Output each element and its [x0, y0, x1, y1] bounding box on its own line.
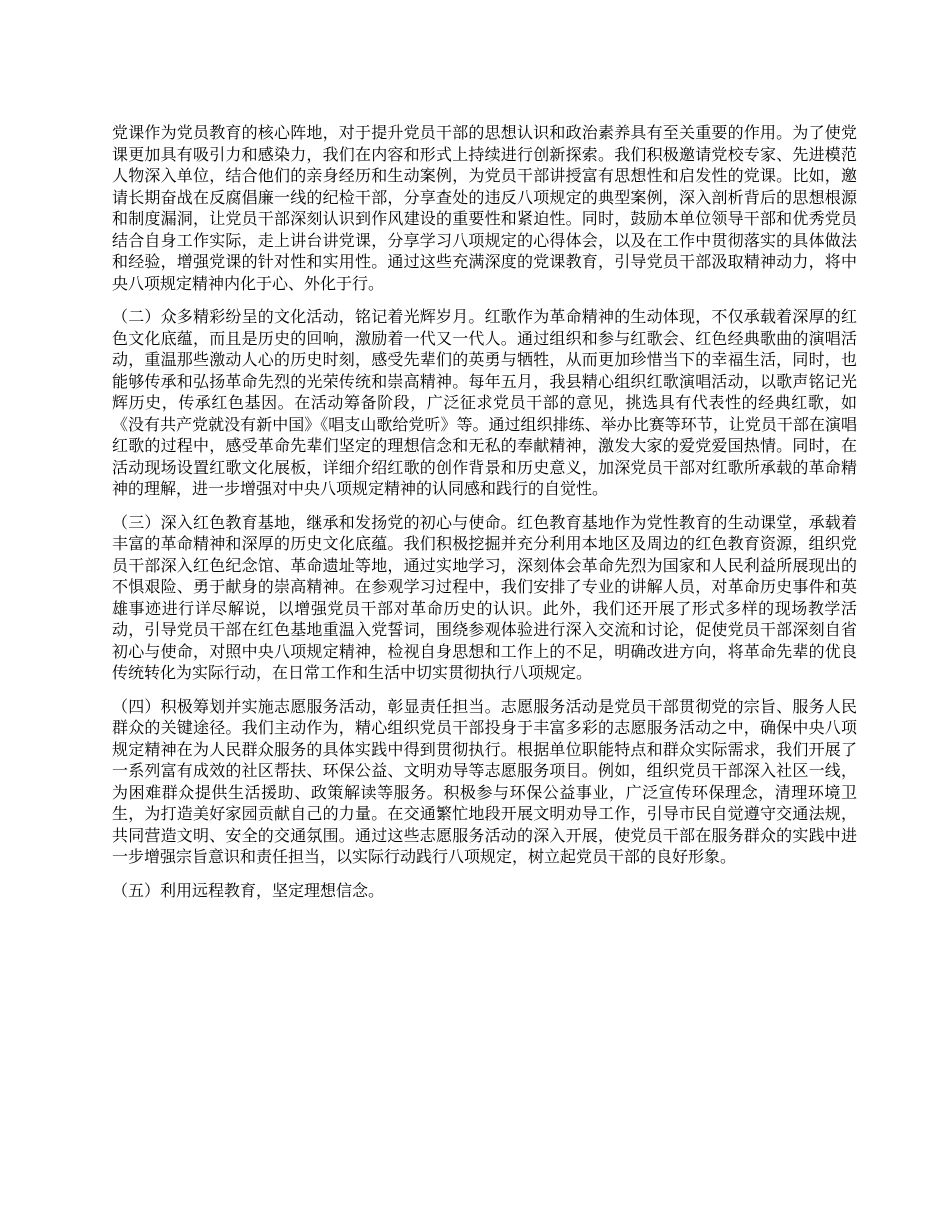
paragraph-remote-education: （五）利用远程教育，坚定理想信念。	[112, 880, 385, 900]
paragraph-red-education-base: （三）深入红色教育基地，继承和发扬党的初心与使命。红色教育基地作为党性教育的生动课堂，承载着丰富的革命精神和深厚的历史文化底蕴。我们积极挖掘并充分利用本地区及周边的红色教育资源，组织党员干部深入红色纪念馆、革命遗址等地，通过实地学习，深刻体会革命先烈为国家和人民利益所展现出的不惧艰险、勇于献身的崇高精神。在参观学习过程中，我们安排了专业的讲解人员，对革命历史事件和英雄事迹进行详尽解说，以增强党员干部对革命历史的认识。此外，我们还开展了形式多样的现场教学活动，引导党员干部在红色基地重温入党誓词，围绕参观体验进行深入交流和讨论，促使党员干部深刻自省初心与使命，对照中央八项规定精神，检视自身思想和工作上的不足，明确改进方向，将革命先辈的优良传统转化为实际行动，在日常工作和生活中切实贯彻执行八项规定。	[112, 512, 857, 682]
document-body	[112, 122, 857, 913]
paragraph-red-songs: （二）众多精彩纷呈的文化活动，铭记着光辉岁月。红歌作为革命精神的生动体现，不仅承载着深厚的红色文化底蕴，而且是历史的回响，激励着一代又一代人。通过组织和参与红歌会、红色经典歌曲的演唱活动，重温那些激动人心的历史时刻，感受先辈们的英勇与牺牲，从而更加珍惜当下的幸福生活，同时，也能够传承和弘扬革命先烈的光荣传统和崇高精神。每年五月，我县精心组织红歌演唱活动，以歌声铭记光辉历史，传承红色基因。在活动筹备阶段，广泛征求党员干部的意见，挑选具有代表性的经典红歌，如《没有共产党就没有新中国》《唱支山歌给党听》等。通过组织排练、举办比赛等环节，让党员干部在演唱红歌的过程中，感受革命先辈们坚定的理想信念和无私的奉献精神，激发大家的爱党爱国热情。同时，在活动现场设置红歌文化展板，详细介绍红歌的创作背景和历史意义，加深党员干部对红歌所承载的革命精神的理解，进一步增强对中央八项规定精神的认同感和践行的自觉性。	[112, 307, 857, 498]
paragraph-volunteer-service: （四）积极筹划并实施志愿服务活动，彰显责任担当。志愿服务活动是党员干部贯彻党的宗旨、服务人民群众的关键途径。我们主动作为，精心组织党员干部投身于丰富多彩的志愿服务活动之中，确保中央八项规定精神在为人民群众服务的具体实践中得到贯彻执行。根据单位职能特点和群众实际需求，我们开展了一系列富有成效的社区帮扶、环保公益、文明劝导等志愿服务项目。例如，组织党员干部深入社区一线，为困难群众提供生活援助、政策解读等服务。积极参与环保公益事业，广泛宣传环保理念，清理环境卫生，为打造美好家园贡献自己的力量。在交通繁忙地段开展文明劝导工作，引导市民自觉遵守交通法规，共同营造文明、安全的交通氛围。通过这些志愿服务活动的深入开展，使党员干部在服务群众的实践中进一步增强宗旨意识和责任担当，以实际行动践行八项规定，树立起党员干部的良好形象。	[112, 696, 857, 866]
paragraph-party-lessons: 党课作为党员教育的核心阵地，对于提升党员干部的思想认识和政治素养具有至关重要的作用。为了使党课更加具有吸引力和感染力，我们在内容和形式上持续进行创新探索。我们积极邀请党校专家、先进模范人物深入单位，结合他们的亲身经历和生动案例，为党员干部讲授富有思想性和启发性的党课。比如，邀请长期奋战在反腐倡廉一线的纪检干部，分享查处的违反八项规定的典型案例，深入剖析背后的思想根源和制度漏洞，让党员干部深刻认识到作风建设的重要性和紧迫性。同时，鼓励本单位领导干部和优秀党员结合自身工作实际，走上讲台讲党课，分享学习八项规定的心得体会，以及在工作中贯彻落实的具体做法和经验，增强党课的针对性和实用性。通过这些充满深度的党课教育，引导党员干部汲取精神动力，将中央八项规定精神内化于心、外化于行。	[112, 123, 857, 293]
